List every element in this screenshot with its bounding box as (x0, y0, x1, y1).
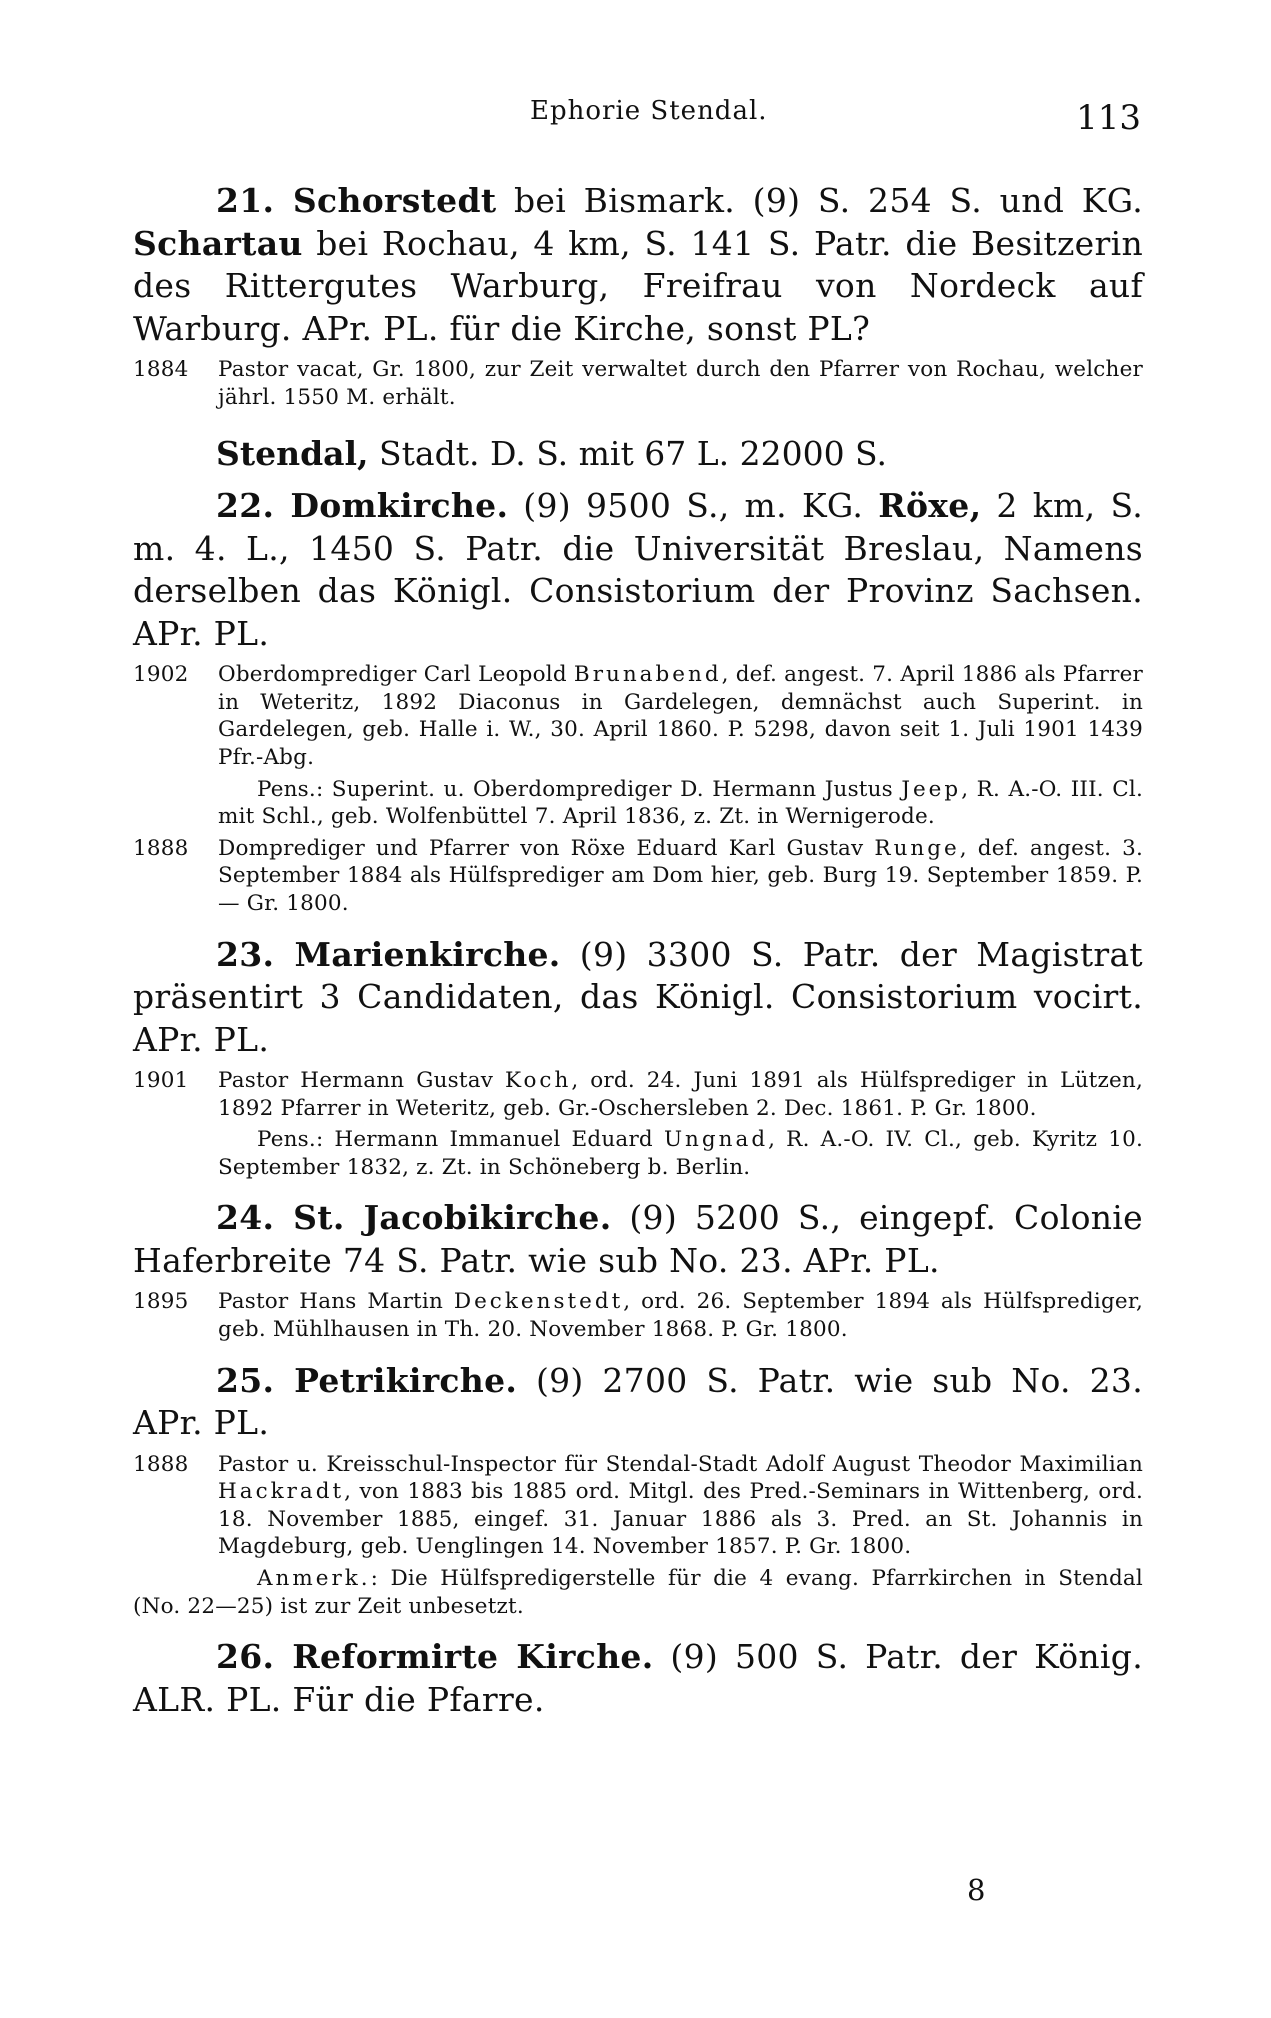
entry-23-heading: 23. Marienkirche. (216, 934, 561, 974)
note-text-2: , von 1883 bis 1885 ord. Mitgl. des Pred.-Seminars in Wittenberg, ord. 18. November 1885, eingef. 31. Januar 1886 als 3. Pred. an St. Johannis in Magdeburg, geb. Uenglingen 14. November 1857. P. Gr. 1800. (218, 1479, 1143, 1560)
entry-25-note-2 (133, 1565, 1143, 1620)
entry-22-note-3 (133, 835, 1143, 918)
entry-22-heading: 22. Domkirche. (216, 486, 509, 526)
entry-21-filial: Schartau (133, 223, 303, 263)
note-text: Pens.: Hermann Immanuel Eduard (257, 1127, 664, 1153)
signature-mark: 8 (967, 1873, 986, 1907)
note-year: 1884 (133, 357, 189, 382)
note-text: Pastor Hans Martin (218, 1289, 454, 1315)
note-name: Runge (874, 835, 960, 861)
entry-23-note-2 (133, 1126, 1143, 1181)
entry-22-text-2: 2 km, S. m. 4. L., 1450 S. Patr. die Universität Breslau, Namens derselben das Königl. Consistorium der Provinz Sachsen. APr. PL. (133, 486, 1143, 653)
note-text-2: , R. A.-O. IV. Cl., geb. Kyritz 10. September 1832, z. Zt. in Schöneberg b. Berlin. (218, 1127, 1143, 1180)
note-year: 1902 (133, 662, 189, 688)
entry-25-text: (9) 2700 S. Patr. wie sub No. 23. APr. PL. (133, 1360, 1143, 1443)
note-text: : Die Hülfspredigerstelle für die 4 evang. Pfarrkirchen in Stendal (No. 22—25) ist zur Zeit unbesetzt. (133, 1565, 1143, 1619)
entry-21 (133, 180, 1143, 350)
note-name: Ungnad (663, 1127, 769, 1153)
entry-23 (133, 934, 1143, 1062)
note-text: Pastor u. Kreisschul-Inspector für Stendal-Stadt Adolf August Theodor Maximilian (218, 1451, 1143, 1477)
entry-21-heading: 21. Schorstedt (216, 181, 497, 220)
note-label: Anmerk. (257, 1565, 371, 1591)
entry-25 (133, 1360, 1143, 1445)
note-text: Pens.: Superint. u. Oberdomprediger D. Hermann Justus (257, 776, 902, 802)
note-name: Jeep (901, 776, 962, 802)
entry-23-text: (9) 3300 S. Patr. der Magistrat präsentirt 3 Candidaten, das Königl. Consistorium vocirt. APr. PL. (133, 934, 1143, 1059)
entry-24 (133, 1197, 1143, 1282)
note-name: Brunabend (573, 662, 722, 688)
note-name: Koch (505, 1068, 572, 1094)
entry-21-note (133, 356, 1143, 411)
entry-22 (133, 485, 1143, 655)
entry-23-note-1 (133, 1067, 1143, 1122)
note-year: 1888 (133, 1451, 189, 1477)
page-body (133, 180, 1143, 1721)
entry-25-heading: 25. Petrikirche. (216, 1360, 518, 1400)
note-year: 1895 (133, 1289, 189, 1315)
note-text-2: , def. angest. 3. September 1884 als Hülfsprediger am Dom hier, geb. Burg 19. September 1859. P. — Gr. 1800. (218, 835, 1143, 916)
note-text: Domprediger und Pfarrer von Röxe Eduard Karl Gustav (218, 835, 875, 861)
note-text: Pastor Hermann Gustav (218, 1068, 505, 1094)
section-text: Stadt. D. S. mit 67 L. 22000 S. (368, 434, 887, 474)
entry-22-text: (9) 9500 S., m. KG. (508, 486, 879, 526)
entry-24-heading: 24. St. Jacobikirche. (216, 1198, 612, 1238)
note-text-2: , ord. 24. Juni 1891 als Hülfsprediger in Lützen, 1892 Pfarrer in Weteritz, geb. Gr.-Oschersleben 2. Dec. 1861. P. Gr. 1800. (218, 1068, 1143, 1121)
note-text-2: , ord. 26. September 1894 als Hülfsprediger, geb. Mühlhausen in Th. 20. November 1868. P. Gr. 1800. (218, 1289, 1143, 1342)
note-text: Pastor vacat, Gr. 1800, zur Zeit verwaltet durch den Pfarrer von Rochau, welcher jährl. 1550 M. erhält. (218, 357, 1143, 410)
note-year: 1888 (133, 835, 189, 861)
entry-21-text-2: bei Rochau, 4 km, S. 141 S. Patr. die Besitzerin des Rittergutes Warburg, Freifrau von Nordeck auf Warburg. APr. PL. für die Kirche, sonst PL? (133, 223, 1143, 348)
page-number: 113 (1076, 98, 1141, 138)
entry-26-heading: 26. Reformirte Kirche. (216, 1637, 654, 1677)
entry-22-note-1 (133, 661, 1143, 771)
entry-26-text: (9) 500 S. Patr. der König. ALR. PL. Für die Pfarre. (133, 1637, 1143, 1719)
section-name: Stendal, (216, 434, 369, 474)
section-stendal (133, 433, 1143, 475)
entry-22-filial: Röxe, (878, 486, 982, 526)
entry-24-text: (9) 5200 S., eingepf. Colonie Haferbreite 74 S. Patr. wie sub No. 23. APr. PL. (133, 1198, 1143, 1280)
note-text: Oberdomprediger Carl Leopold (218, 662, 574, 688)
entry-21-text: bei Bismark. (9) S. 254 S. und KG. (496, 181, 1143, 220)
note-year: 1901 (133, 1068, 189, 1094)
entry-25-note-1 (133, 1451, 1143, 1561)
note-name: Deckenstedt (453, 1289, 624, 1315)
running-head (0, 96, 1271, 136)
note-text-2: , def. angest. 7. April 1886 als Pfarrer in Weteritz, 1892 Diaconus in Gardelegen, demnächst auch Superint. in Gardelegen, geb. Halle i. W., 30. April 1860. P. 5298, davon seit 1. Juli 1901 1439 Pfr.-Abg. (218, 662, 1144, 770)
entry-22-note-2 (133, 776, 1143, 831)
entry-24-note (133, 1288, 1143, 1343)
entry-26 (133, 1636, 1143, 1721)
note-name: Hackradt (218, 1479, 345, 1505)
note-text-2: , R. A.-O. III. Cl. mit Schl., geb. Wolfenbüttel 7. April 1836, z. Zt. in Wernigerode. (218, 776, 1144, 830)
running-title: Ephorie Stendal. (530, 96, 768, 126)
